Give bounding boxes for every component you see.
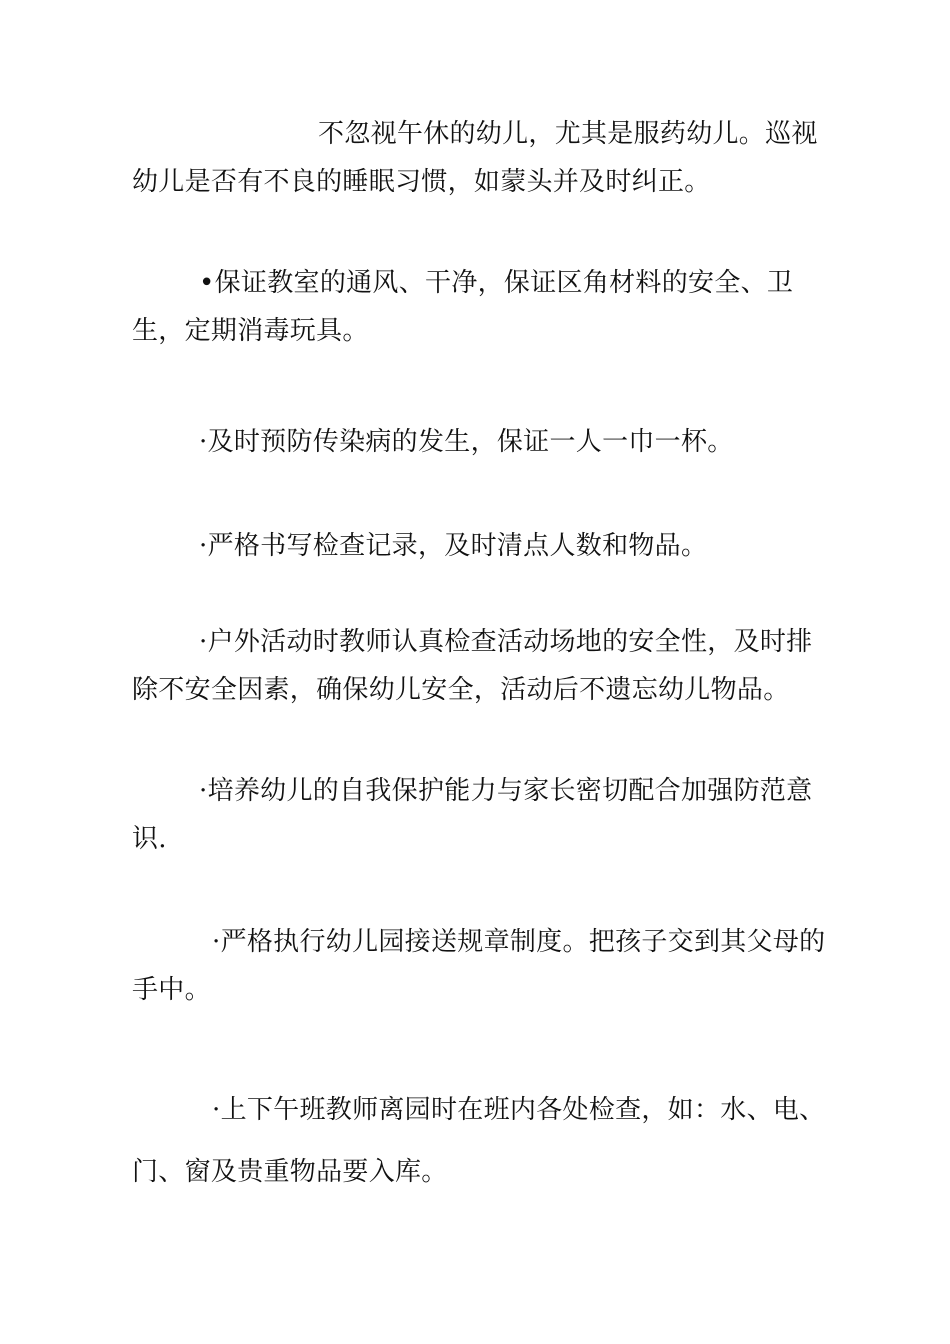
- paragraph-classroom-hygiene: •保证教室的通风、干净，保证区角材料的安全、卫生，定期消毒玩具。: [132, 268, 794, 346]
- paragraph-disease-prevention: ·及时预防传染病的发生，保证一人一巾一杯。: [199, 427, 734, 457]
- paragraph-self-protection: ·培养幼儿的自我保护能力与家长密切配合加强防范意识.: [132, 776, 813, 854]
- paragraph-outdoor-safety: ·户外活动时教师认真检查活动场地的安全性，及时排除不安全因素，确保幼儿安全，活动后不遗忘幼儿物品。: [132, 627, 813, 705]
- paragraph-inspection-records: ·严格书写检查记录，及时清点人数和物品。: [199, 531, 708, 561]
- paragraph-pickup-rules: ·严格执行幼儿园接送规章制度。把孩子交到其父母的手中。: [132, 927, 826, 1005]
- paragraph-departure-check: ·上下午班教师离园时在班内各处检查，如：水、电、门、窗及贵重物品要入库。: [132, 1095, 826, 1187]
- paragraph-nap-supervision: 不忽视午休的幼儿，尤其是服药幼儿。巡视幼儿是否有不良的睡眠习惯，如蒙头并及时纠正。: [132, 119, 818, 197]
